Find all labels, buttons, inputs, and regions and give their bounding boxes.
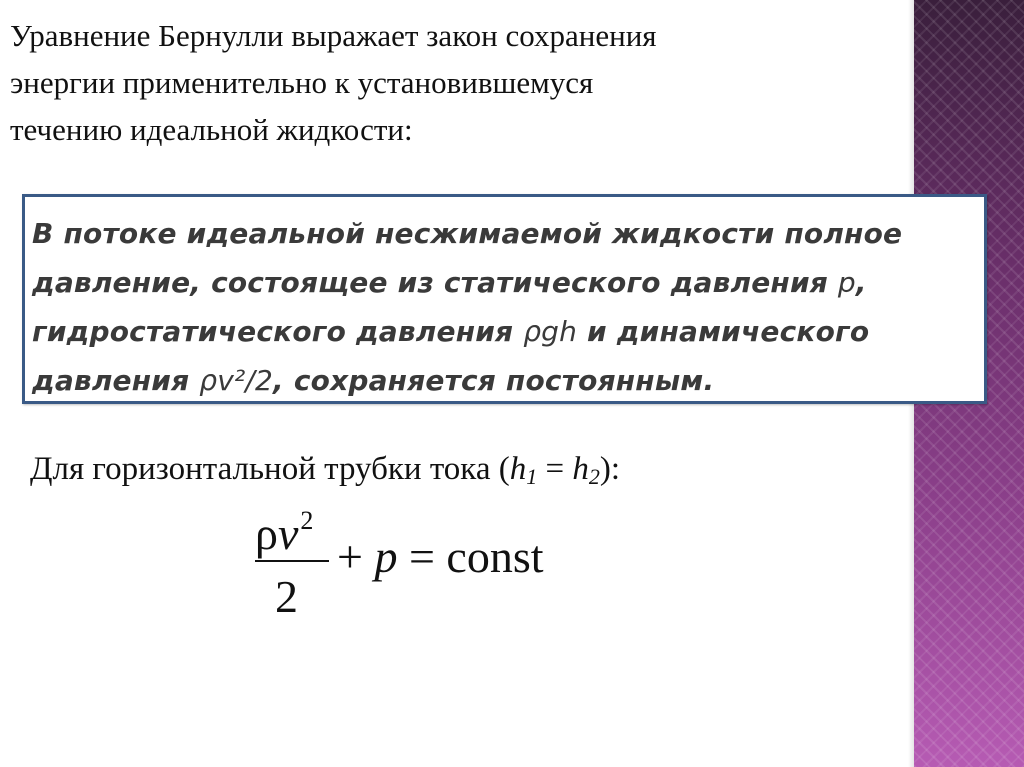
h2-symbol: h — [572, 451, 589, 487]
fraction-denominator: 2 — [275, 571, 298, 622]
definition-line-3-text: гидростатического давления — [32, 315, 524, 348]
dynamic-pressure-symbol: ρv²/2 — [199, 364, 274, 397]
formula-equals-const: = const — [397, 531, 544, 582]
intro-line-1: Уравнение Бернулли выражает закон сохранения — [10, 18, 657, 53]
intro-line-2: энергии применительно к установившемуся — [10, 65, 594, 100]
definition-line-4-text: давления — [32, 364, 200, 397]
fraction-numerator — [255, 506, 313, 560]
static-pressure-symbol: p — [837, 266, 856, 299]
definition-line-1: В потоке идеальной несжимаемой жидкости полное — [32, 217, 903, 250]
horizontal-tube-caption — [30, 446, 620, 500]
definition-line-4-tail: , сохраняется постоянным. — [273, 364, 715, 397]
definition-line-4 — [32, 356, 992, 405]
pressure-symbol: p — [374, 531, 398, 582]
tube-equals: = — [537, 451, 573, 487]
definition-box — [22, 194, 987, 404]
h2-subscript: 2 — [588, 464, 600, 489]
fraction-bar — [255, 560, 329, 562]
rho-symbol: ρ — [255, 508, 278, 559]
bernoulli-formula — [255, 500, 615, 640]
definition-text — [32, 209, 992, 405]
formula-plus: + — [337, 531, 375, 582]
definition-line-3-tail: и динамического — [577, 315, 870, 348]
formula-fraction — [255, 500, 327, 630]
velocity-power: 2 — [300, 506, 314, 535]
tube-close: ): — [599, 451, 621, 487]
tube-caption-text: Для горизонтальной трубки тока ( — [30, 451, 510, 487]
formula-rest — [337, 530, 544, 583]
h1-symbol: h — [509, 451, 527, 487]
hydrostatic-pressure-symbol: ρgh — [523, 315, 578, 348]
h1-subscript: 1 — [526, 464, 538, 489]
definition-line-3 — [32, 307, 992, 356]
intro-paragraph — [10, 12, 890, 153]
velocity-symbol: v — [277, 508, 299, 559]
definition-line-2 — [32, 258, 992, 307]
intro-line-3: течению идеальной жидкости: — [10, 112, 413, 147]
definition-line-2-tail: , — [855, 266, 867, 299]
definition-line-2-text: давление, состоящее из статического давления — [32, 266, 838, 299]
